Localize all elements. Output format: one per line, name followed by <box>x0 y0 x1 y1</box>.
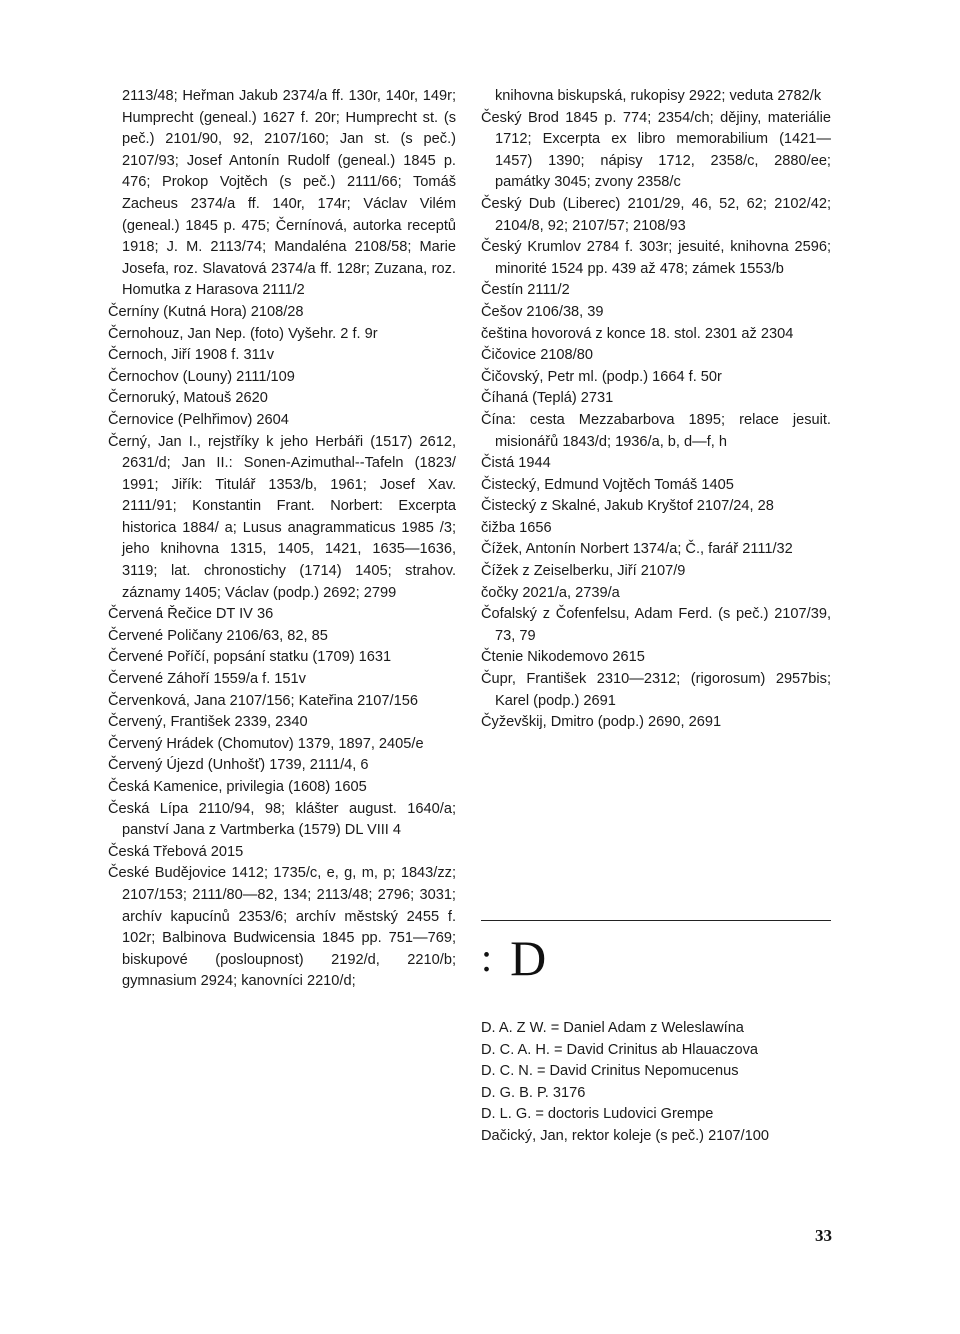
index-entry: Čistecký, Edmund Vojtěch Tomáš 1405 <box>481 476 734 493</box>
index-entry: Čtenie Nikodemovo 2615 <box>481 649 645 666</box>
page-number: 33 <box>815 1226 832 1245</box>
index-entry: Český Krumlov 2784 f. 303r; jesuité, knihovna 2596; minorité 1524 pp. 439 až 478; zámek 1553/b <box>481 239 831 277</box>
index-entry: Černoruký, Matouš 2620 <box>108 390 268 407</box>
index-entry: Čistá 1944 <box>481 455 551 472</box>
index-entry: České Budějovice 1412; 1735/c, e, g, m, p; 1843/zz; 2107/153; 2111/80—82, 134; 2113/48; 2796; 3031; archív kapucínů 2353/6; archív městský 2455 f. 102r; Balbinova Budwicensia 1845 pp. 751—769; biskupové (posloupnost) 2192/d, 2210/b; gymnasium 2924; kanovníci 2210/d; <box>108 865 456 990</box>
index-entry: Čičovský, Petr ml. (podp.) 1664 f. 50r <box>481 368 722 385</box>
index-entry: Český Dub (Liberec) 2101/29, 46, 52, 62; 2102/42; 2104/8, 92; 2107/57; 2108/93 <box>481 195 831 234</box>
index-entry: Český Brod 1845 p. 774; 2354/ch; dějiny, materiálie 1712; Excerpta ex libro memorabilium (1421—1457) 1390; nápisy 1712, 2358/c, 2880/ee; památky 3045; zvony 2358/c <box>481 109 831 191</box>
index-entry: Čížek, Antonín Norbert 1374/a; Č., farář 2111/32 <box>481 541 793 558</box>
section-heading-colon: : <box>481 935 493 980</box>
index-entry: Červená Řečice DT IV 36 <box>108 606 274 623</box>
index-entry: Červené Poříčí, popsání statku (1709) 1631 <box>108 649 392 666</box>
abbreviation-list <box>481 1018 831 1148</box>
index-entry: 2113/48; Heřman Jakub 2374/a ff. 130r, 140r, 149r; Humprecht (geneal.) 1627 f. 20r; Humprecht st. (s peč.) 2101/90, 92, 2107/160; Jan st. (s peč.) 2107/93; Josef Antonín Rudolf (geneal.) 1845 p. 476; Prokop Vojtěch (s peč.) 2111/66; Tomáš Zacheus 2374/a ff. 140r, 174r; Václav Vilém (geneal.) 1845 p. 475; Černínová, autorka receptů 1918; J. M. 2113/74; Mandaléna 2108/58; Marie Josefa, roz. Slavatová 2374/a ff. 128r; Zuzana, roz. Homutka z Harasova 2111/2 <box>122 88 456 299</box>
index-entry: Česká Kamenice, privilegia (1608) 1605 <box>108 779 367 795</box>
index-entry: Černovice (Pelhřimov) 2604 <box>108 411 289 428</box>
index-entry: Černíny (Kutná Hora) 2108/28 <box>108 303 304 320</box>
index-entry: Červené Záhoří 1559/a f. 151v <box>108 671 306 688</box>
index-entry: knihovna biskupská, rukopisy 2922; veduta 2782/k <box>495 88 822 104</box>
index-entry: Červený Hrádek (Chomutov) 1379, 1897, 2405/e <box>108 735 424 752</box>
index-entry: čočky 2021/a, 2739/a <box>481 584 620 601</box>
index-entry: Červenková, Jana 2107/156; Kateřina 2107/156 <box>108 692 418 709</box>
index-entry: čeština hovorová z konce 18. stol. 2301 až 2304 <box>481 325 794 342</box>
abbreviation-entry: D. C. N. = David Crinitus Nepomucenus <box>481 1063 739 1080</box>
section-heading-d <box>481 930 546 986</box>
abbreviation-entry: D. C. A. H. = David Crinitus ab Hlauaczova <box>481 1041 758 1058</box>
index-entry: Čyževškij, Dmitro (podp.) 2690, 2691 <box>481 714 722 731</box>
index-entry: Červené Poličany 2106/63, 82, 85 <box>108 627 328 644</box>
index-entry: čižba 1656 <box>481 519 552 536</box>
index-entry: Černý, Jan I., rejstříky k jeho Herbáři (1517) 2612, 2631/d; Jan II.: Sonen-Azimuthal--Tafeln (1823/ 1991; Jiřík: Titulář 1353/b, 1961; Josef Xav. 2111/91; Konstantin Frant. Norbert: Excerpta historica 1884/ a; Lusus anagrammaticus 1985 /3; jeho knihovna 1315, 1405, 1421, 1635—1636, 3119; lat. chronostichy (1714) 1405; strahov. záznamy 1405; Václav (podp.) 2692; 2799 <box>108 433 456 601</box>
abbreviation-entry: Dačický, Jan, rektor koleje (s peč.) 2107/100 <box>481 1127 769 1144</box>
index-entry: Černohouz, Jan Nep. (foto) Vyšehr. 2 f. 9r <box>108 325 378 342</box>
section-divider <box>481 920 831 921</box>
index-column-left <box>108 86 456 993</box>
index-column-right <box>481 86 831 734</box>
index-entry: Černochov (Louny) 2111/109 <box>108 368 295 385</box>
index-entry: Čistecký z Skalné, Jakub Kryštof 2107/24, 28 <box>481 498 774 515</box>
abbreviation-entry: D. G. B. P. 3176 <box>481 1084 586 1101</box>
index-entry: Čofalský z Čofenfelsu, Adam Ferd. (s peč.) 2107/39, 73, 79 <box>481 606 831 644</box>
index-entry: Čupr, František 2310—2312; (rigorosum) 2957bis; Karel (podp.) 2691 <box>481 671 831 709</box>
index-entry: Čína: cesta Mezzabarbova 1895; relace jesuit. misionářů 1843/d; 1936/a, b, d—f, h <box>481 411 831 450</box>
abbreviation-entry: D. L. G. = doctoris Ludovici Grempe <box>481 1106 714 1123</box>
index-entry: Červený, František 2339, 2340 <box>108 714 308 731</box>
index-entry: Češov 2106/38, 39 <box>481 303 604 320</box>
index-entry: Čestín 2111/2 <box>481 282 570 299</box>
index-entry: Čížek z Zeiselberku, Jiří 2107/9 <box>481 563 686 580</box>
index-entry: Česká Třebová 2015 <box>108 843 244 860</box>
section-heading-letter: D <box>510 930 547 986</box>
index-entry: Číhaná (Teplá) 2731 <box>481 390 614 407</box>
abbreviation-entry: D. A. Z W. = Daniel Adam z Weleslawína <box>481 1020 744 1036</box>
index-entry: Červený Újezd (Unhošť) 1739, 2111/4, 6 <box>108 757 369 774</box>
index-entry: Černoch, Jiří 1908 f. 311v <box>108 347 275 364</box>
index-entry: Česká Lípa 2110/94, 98; klášter august. 1640/a; panství Jana z Vartmberka (1579) DL VIII 4 <box>108 800 456 839</box>
index-entry: Čičovice 2108/80 <box>481 347 593 364</box>
